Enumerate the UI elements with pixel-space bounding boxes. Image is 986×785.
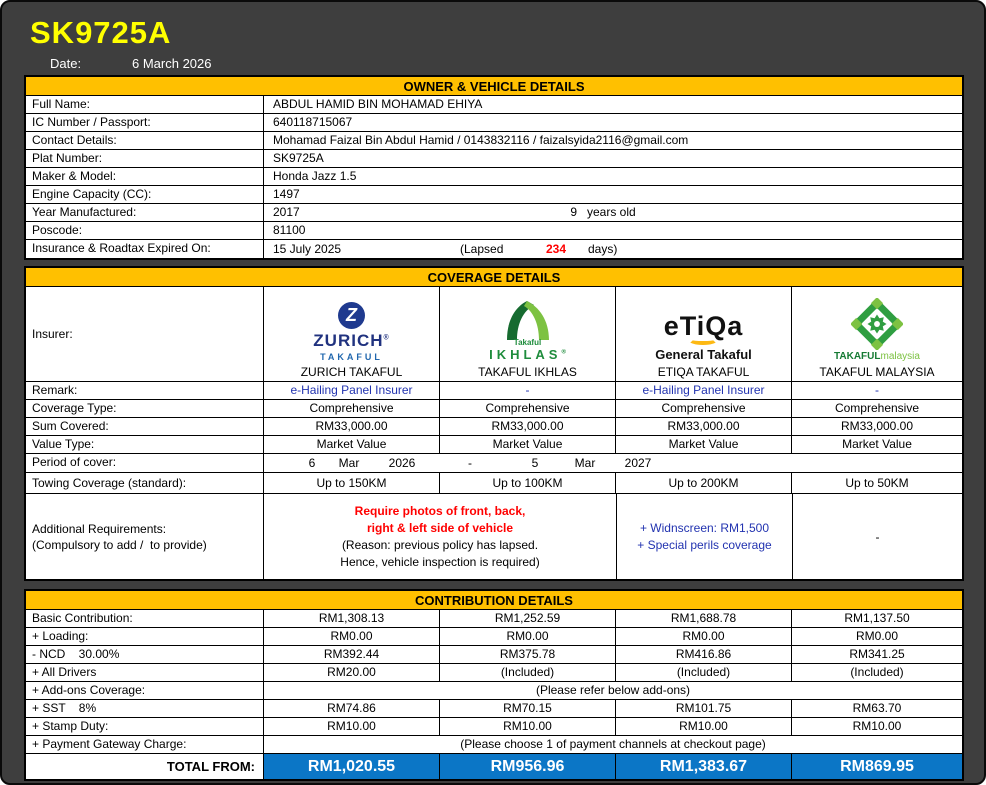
table-row-expiry [26,240,962,258]
table-row-coverage-type [26,400,962,418]
table-row-additional-requirements [26,494,962,579]
registered-mark: ® [561,349,566,356]
expiry-date: 15 July 2025 [273,241,342,256]
date-value: 6 March 2026 [132,56,212,71]
row-label: Coverage Type: [26,400,264,417]
table-row-poscode [26,222,962,240]
coverage-type-ikhlas: Comprehensive [440,400,616,417]
table-row-remark [26,382,962,400]
stamp-takaful-malaysia: RM10.00 [852,719,902,733]
coverage-type-etiqa: Comprehensive [616,400,792,417]
contribution-section [24,589,964,781]
table-row-insurer [26,287,962,382]
sum-covered-etiqa: RM33,000.00 [616,418,792,435]
total-takaful-malaysia: RM869.95 [792,754,962,779]
stamp-etiqa: RM10.00 [616,718,792,735]
sum-covered-takaful-malaysia: RM33,000.00 [840,419,914,433]
row-label: + Loading: [26,628,264,645]
sum-covered-ikhlas: RM33,000.00 [440,418,616,435]
etiqa-takaful-logo [655,313,752,362]
sst-ikhlas: RM70.15 [440,700,616,717]
period-start-day: 6 [308,455,316,470]
table-row-total [26,754,962,779]
period-separator: - [468,455,472,470]
basic-ikhlas: RM1,252.59 [440,610,616,627]
table-row-payment-gateway [26,736,962,754]
sst-etiqa: RM101.75 [616,700,792,717]
loading-takaful-malaysia: RM0.00 [855,629,899,643]
additional-req-etiqa [617,494,793,579]
stamp-ikhlas: RM10.00 [440,718,616,735]
vehicle-age-suffix: years old [587,205,636,219]
section-header-owner: OWNER & VEHICLE DETAILS [26,77,962,96]
table-row-maker-model [26,168,962,186]
period-end-month: Mar [574,455,596,470]
ikhlas-takaful-text: Takaful [513,338,542,347]
table-row-ic-number [26,114,962,132]
additional-req-takaful-malaysia: - [875,529,880,544]
lapsed-open: (Lapsed [460,241,504,256]
table-row-ncd [26,646,962,664]
additional-req-label-2: (Compulsory to add / to provide) [32,537,207,552]
sum-covered-zurich: RM33,000.00 [264,418,440,435]
row-value: SK9725A [273,151,324,165]
takaful-malaysia-logo [834,298,920,362]
insurer-name: ETIQA TAKAFUL [657,365,750,379]
table-row-towing [26,473,962,494]
row-label: + Add-ons Coverage: [26,682,264,699]
row-label: Insurer: [26,287,264,381]
table-row-loading [26,628,962,646]
row-label: Year Manufactured: [26,204,264,221]
zurich-takaful-logo [313,302,389,362]
towing-zurich: Up to 150KM [264,473,440,493]
value-type-takaful-malaysia: Market Value [842,437,912,451]
towing-etiqa: Up to 200KM [616,473,792,493]
row-value: Mohamad Faizal Bin Abdul Hamid / 0143832116 / faizalsyida2116@gmail.com [273,133,689,147]
row-value: 1497 [273,187,300,201]
table-row-basic-contribution [26,610,962,628]
table-row-sst [26,700,962,718]
row-label: + Payment Gateway Charge: [26,736,264,753]
row-label: IC Number / Passport: [26,114,264,131]
zurich-monogram-icon: Z [338,302,365,329]
section-header-coverage: COVERAGE DETAILS [26,268,962,287]
ncd-etiqa: RM416.86 [616,646,792,663]
row-label: - NCD 30.00% [26,646,264,663]
additional-req-label-1: Additional Requirements: [32,521,167,536]
stamp-zurich: RM10.00 [264,718,440,735]
insurer-cell-takaful-malaysia [792,287,962,381]
row-label: + All Drivers [26,664,264,681]
loading-etiqa: RM0.00 [616,628,792,645]
table-row-full-name [26,96,962,114]
row-label: + SST 8% [26,700,264,717]
year-value: 2017 [273,205,300,219]
vehicle-age: 9 [570,205,577,219]
period-start-year: 2026 [388,455,416,470]
page-title: SK9725A [30,15,172,50]
row-label [26,494,264,579]
coverage-section [24,266,964,581]
zurich-takaful-sub: TAKAFUL [320,352,383,362]
towing-takaful-malaysia: Up to 50KM [845,476,909,490]
coverage-type-takaful-malaysia: Comprehensive [834,401,920,415]
value-type-zurich: Market Value [264,436,440,453]
ikhlas-wordmark: IKHLAS® [489,347,566,362]
row-label: Engine Capacity (CC): [26,186,264,203]
lapsed-close: days) [588,241,618,256]
value-type-ikhlas: Market Value [440,436,616,453]
table-row-all-drivers [26,664,962,682]
row-label: Maker & Model: [26,168,264,185]
insurer-name: TAKAFUL MALAYSIA [819,365,935,379]
basic-zurich: RM1,308.13 [264,610,440,627]
requirement-reason-line-1: (Reason: previous policy has lapsed. [341,538,539,552]
row-label: Period of cover: [26,454,264,472]
remark-takaful-malaysia: - [875,383,879,397]
section-header-contribution: CONTRIBUTION DETAILS [26,591,962,610]
sst-zurich: RM74.86 [264,700,440,717]
table-row-engine [26,186,962,204]
all-drivers-etiqa: (Included) [616,664,792,681]
remark-ikhlas: - [440,382,616,399]
insurer-name: ZURICH TAKAFUL [300,365,403,379]
value-type-etiqa: Market Value [616,436,792,453]
total-zurich: RM1,020.55 [264,754,440,779]
period-start-month: Mar [338,455,360,470]
total-ikhlas: RM956.96 [440,754,616,779]
etiqa-addon-1: + Widnscreen: RM1,500 [639,521,770,535]
basic-takaful-malaysia: RM1,137.50 [844,611,910,625]
addons-note: (Please refer below add-ons) [535,683,691,697]
period-end-day: 5 [531,455,539,470]
row-value: Honda Jazz 1.5 [273,169,357,183]
insurer-name: TAKAFUL IKHLAS [478,365,577,379]
table-row-contact [26,132,962,150]
row-value: ABDUL HAMID BIN MOHAMAD EHIYA [273,97,483,111]
period-end-year: 2027 [624,455,652,470]
photo-requirement-line-2: right & left side of vehicle [366,521,514,535]
all-drivers-ikhlas: (Included) [440,664,616,681]
takaful-ikhlas-logo [489,300,566,362]
row-label: Plat Number: [26,150,264,167]
row-label: Contact Details: [26,132,264,149]
date-row [50,56,212,71]
towing-ikhlas: Up to 100KM [440,473,616,493]
ncd-takaful-malaysia: RM341.25 [849,647,905,661]
row-label: Towing Coverage (standard): [26,473,264,493]
row-label: Value Type: [26,436,264,453]
takaful-malaysia-knot-icon [851,298,903,350]
loading-ikhlas: RM0.00 [440,628,616,645]
table-row-year [26,204,962,222]
lapsed-days: 234 [545,241,567,256]
photo-requirement-line-1: Require photos of front, back, [354,504,526,518]
table-row-stamp-duty [26,718,962,736]
etiqa-wordmark: eTiQa [663,311,744,341]
insurer-cell-ikhlas [440,287,616,381]
ncd-ikhlas: RM375.78 [440,646,616,663]
sst-takaful-malaysia: RM63.70 [852,701,902,715]
etiqa-addon-2: + Special perils coverage [637,538,772,552]
remark-zurich: e-Hailing Panel Insurer [264,382,440,399]
row-label: Insurance & Roadtax Expired On: [26,240,264,258]
insurer-cell-etiqa [616,287,792,381]
total-etiqa: RM1,383.67 [616,754,792,779]
row-label: Basic Contribution: [26,610,264,627]
ikhlas-arch-icon [497,300,559,340]
total-label: TOTAL FROM: [26,754,264,779]
table-row-value-type [26,436,962,454]
all-drivers-zurich: RM20.00 [264,664,440,681]
remark-etiqa: e-Hailing Panel Insurer [616,382,792,399]
row-label: Full Name: [26,96,264,113]
date-label: Date: [50,56,82,71]
requirement-reason-line-2: Hence, vehicle inspection is required) [340,555,540,569]
owner-vehicle-section [24,75,964,260]
etiqa-smile-icon [688,335,718,345]
registered-mark: ® [383,334,390,342]
row-label: + Stamp Duty: [26,718,264,735]
zurich-wordmark: ZURICH® [313,331,390,350]
row-value: 640118715067 [273,115,353,129]
additional-req-zurich-ikhlas [264,494,617,579]
payment-gateway-note: (Please choose 1 of payment channels at checkout page) [460,737,766,751]
basic-etiqa: RM1,688.78 [616,610,792,627]
coverage-type-zurich: Comprehensive [264,400,440,417]
etiqa-general-takaful: General Takaful [655,347,752,362]
row-label: Remark: [26,382,264,399]
table-row-sum-covered [26,418,962,436]
row-label: Poscode: [26,222,264,239]
insurer-cell-zurich [264,287,440,381]
takaful-malaysia-wordmark: TAKAFULmalaysia [834,351,920,362]
all-drivers-takaful-malaysia: (Included) [850,665,904,679]
row-label: Sum Covered: [26,418,264,435]
table-row-addons [26,682,962,700]
row-value: 81100 [273,223,306,237]
ncd-zurich: RM392.44 [264,646,440,663]
table-row-plate [26,150,962,168]
loading-zurich: RM0.00 [264,628,440,645]
table-row-period [26,454,962,473]
